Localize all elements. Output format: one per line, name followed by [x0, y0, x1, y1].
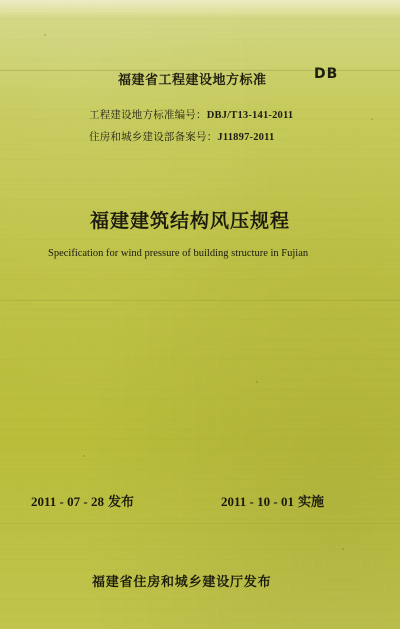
- publish-date: [31, 491, 134, 510]
- standard-number-value: DBJ/T13-141-2011: [206, 110, 294, 121]
- scan-speck: [342, 548, 344, 550]
- publish-date-label: 发布: [107, 495, 134, 510]
- implement-date-value: 2011 - 10 - 01: [221, 494, 294, 509]
- scan-speck: [371, 118, 373, 120]
- standard-number-label: 工程建设地方标准编号：: [89, 109, 207, 121]
- document-title-en: Specification for wind pressure of building structure in Fujian: [48, 248, 309, 259]
- record-number-line: [89, 129, 274, 144]
- standard-code-badge: DB: [314, 66, 339, 82]
- decorative-rule: [0, 300, 400, 301]
- top-paper-edge: [0, 0, 400, 18]
- decorative-rule: [0, 523, 400, 524]
- standard-category-title: 福建省工程建设地方标准: [118, 73, 267, 88]
- implement-date: [221, 491, 324, 510]
- scan-speck: [44, 34, 46, 36]
- standard-number-line: [89, 107, 293, 122]
- implement-date-label: 实施: [297, 495, 324, 510]
- scan-speck: [83, 455, 85, 457]
- publish-date-value: 2011 - 07 - 28: [31, 494, 104, 509]
- document-title-cn: 福建建筑结构风压规程: [90, 210, 291, 232]
- record-number-value: J11897-2011: [217, 132, 275, 143]
- scan-speck: [256, 381, 258, 383]
- record-number-label: 住房和城乡建设部备案号：: [89, 131, 218, 143]
- publisher-line: 福建省住房和城乡建设厅发布: [92, 575, 272, 590]
